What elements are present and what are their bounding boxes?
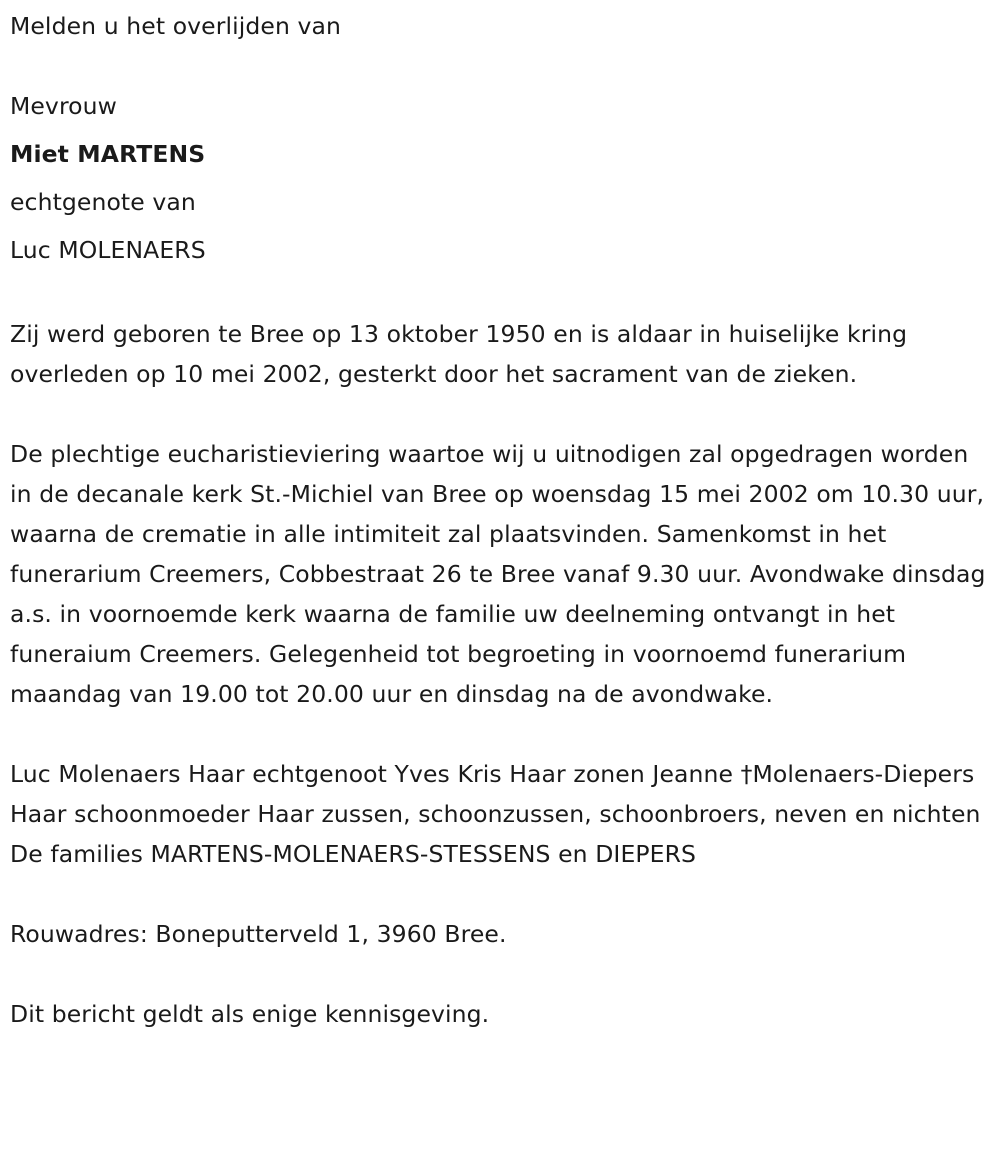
ceremony-paragraph: De plechtige eucharistieviering waartoe wij u uitnodigen zal opgedragen worden in de decanale kerk St.-Michiel van Bree op woensdag 15 mei 2002 om 10.30 uur, waarna de crematie in alle intimiteit zal plaatsvinden. Samenkomst in het funerarium Creemers, Cobbestraat 26 te Bree vanaf 9.30 uur. Avondwake dinsdag a.s. in voornoemde kerk waarna de familie uw deelneming ontvangt in het funeraium Creemers. Gelegenheid tot begroeting in voornoemd funerarium maandag van 19.00 tot 20.00 uur en dinsdag na de avondwake. <box>10 440 986 708</box>
spacer <box>10 954 995 994</box>
spacer <box>10 46 995 86</box>
spacer <box>10 274 995 314</box>
obituary-notice <box>10 6 995 1034</box>
spacer <box>10 874 995 914</box>
birth-death-paragraph: Zij werd geboren te Bree op 13 oktober 1950 en is aldaar in huiselijke kring overleden op 10 mei 2002, gesterkt door het sacrament van de zieken. <box>10 320 908 388</box>
spacer <box>10 714 995 754</box>
spouse-name: Luc MOLENAERS <box>10 236 206 264</box>
name-block <box>10 82 995 274</box>
salutation: Mevrouw <box>10 92 117 120</box>
address-line: Rouwadres: Boneputterveld 1, 3960 Bree. <box>10 920 507 948</box>
closing-line: Dit bericht geldt als enige kennisgeving. <box>10 1000 490 1028</box>
family-paragraph: Luc Molenaers Haar echtgenoot Yves Kris Haar zonen Jeanne †Molenaers-Diepers Haar schoonmoeder Haar zussen, schoonzussen, schoonbroers, neven en nichten De families MARTENS-MOLENAERS-STESSENS en DIEPERS <box>10 760 981 868</box>
intro-line: Melden u het overlijden van <box>10 12 342 40</box>
relation-line: echtgenote van <box>10 188 196 216</box>
deceased-name: Miet MARTENS <box>10 140 206 168</box>
spacer <box>10 394 995 434</box>
